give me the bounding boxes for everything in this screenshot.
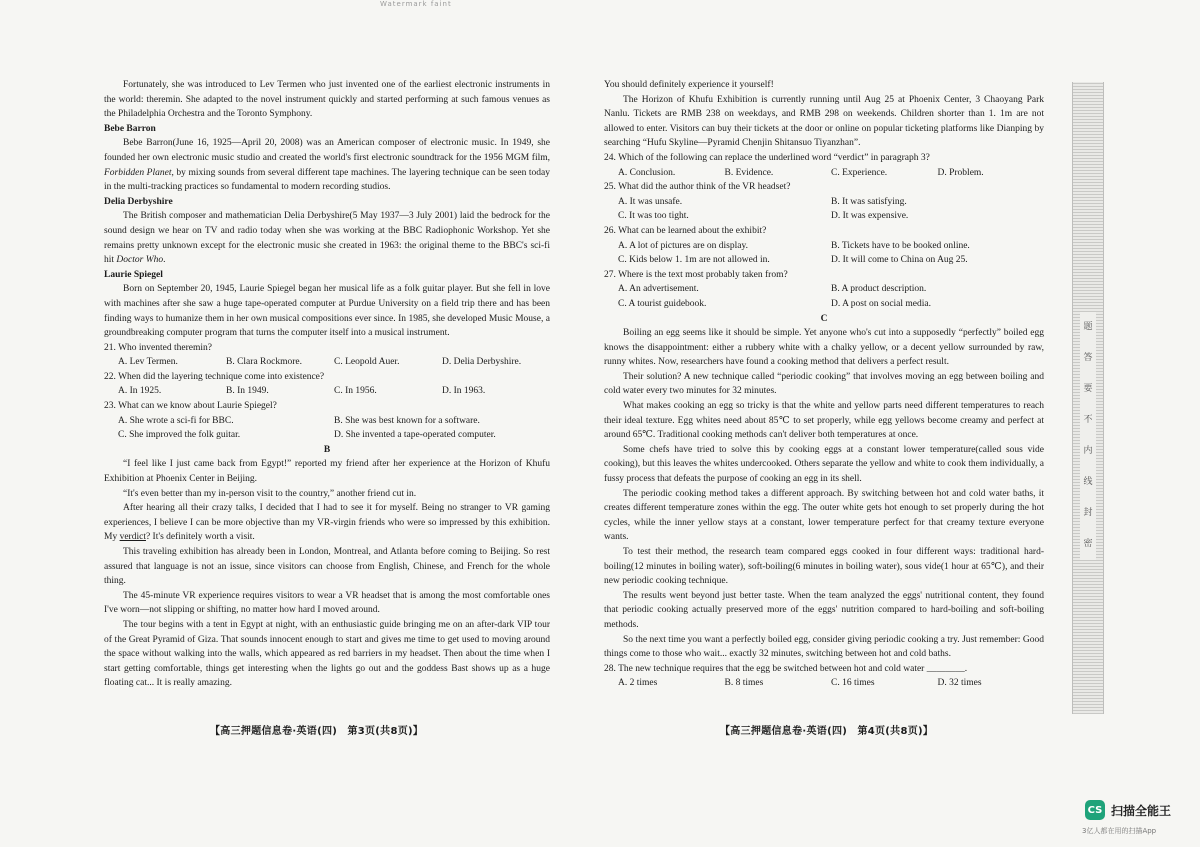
paragraph-c3: What makes cooking an egg so tricky is that the white and yellow parts need different temperatures to reach their ideal texture. Egg whites need about 85℃ to set properly, while egg yellows become creamy and perfect at around 65℃. Traditional cooking methods can't deliver both temperatures at once. bbox=[604, 401, 1044, 441]
paragraph-c4: Some chefs have tried to solve this by cooking eggs at a constant lower temperature(called sous vide cooking), but this leaves the whites undercooked. Others separate the yellow and white to cook them individually, a fussy process that defeats the purpose of cooking an egg in its shell. bbox=[604, 444, 1044, 485]
heading-bebe-barron: Bebe Barron bbox=[104, 123, 156, 134]
camscanner-watermark bbox=[1085, 800, 1171, 820]
camscanner-logo-icon: CS bbox=[1085, 800, 1105, 820]
option: B. It was satisfying. bbox=[831, 196, 907, 207]
camscanner-name: 扫描全能王 bbox=[1111, 803, 1172, 818]
question-26-options bbox=[604, 239, 1044, 268]
question-27-options bbox=[604, 282, 1044, 311]
option: A. Lev Termen. bbox=[118, 357, 178, 368]
scan-header-mark: Watermark faint bbox=[380, 0, 452, 8]
question-21-options bbox=[104, 355, 550, 370]
option: C. She improved the folk guitar. bbox=[118, 430, 241, 441]
paragraph-r2: The Horizon of Khufu Exhibition is currently running until Aug 25 at Phoenix Center, 3 Chaoyang Park Nanlu. Tickets are RMB 238 on weekdays, and RMB 298 on weekends. Children shorter than 1. 1m are not allowed to enter. Visitors can buy their tickets at the door or online on popular ticketing platforms like Dianping by searching “Hufu Skyline—Pyramid Chenjin Shitansuo Tiyanzhan”. bbox=[604, 94, 1044, 149]
option: C. 16 times bbox=[831, 678, 875, 689]
paragraph-b2: “It's even better than my in-person visit to the country,” another friend cut in. bbox=[123, 488, 417, 499]
page-3-footer: 【高三押题信息卷·英语(四) 第3页(共8页)】 bbox=[210, 726, 424, 737]
option: C. In 1956. bbox=[334, 386, 377, 397]
paragraph-termen: Fortunately, she was introduced to Lev Termen who just invented one of the earliest electronic instruments in the world: theremin. She adapted to the novel instrument quickly and started performing at such famous venues as the Philadelphia Orchestra and the Toronto Symphony. bbox=[104, 80, 550, 120]
option: C. Leopold Auer. bbox=[334, 357, 400, 368]
paragraph-derbyshire: The British composer and mathematician Delia Derbyshire(5 May 1937—3 July 2001) laid the bedrock for the sound design we hear on TV and radio today when she was working at the BBC Radiophonic Workshop. Yet she remains pretty unknown except for the electronic music she created in 1963: the original theme to the BBC's sci-fi hit Doctor Who. bbox=[104, 211, 550, 266]
paragraph-b3: After hearing all their crazy talks, I decided that I had to see it for myself. Being no stranger to VR gaming experiences, I believe I can be more objective than my VR-virgin friends who were so impressed by this exhibition. My verdict? It's definitely worth a visit. bbox=[104, 503, 550, 543]
option: A. A lot of pictures are on display. bbox=[618, 240, 748, 251]
question-22: 22. When did the layering technique come into existence? bbox=[104, 371, 325, 382]
film-title: Forbidden Planet bbox=[104, 167, 172, 178]
option: D. She invented a tape-operated computer. bbox=[334, 430, 496, 441]
page-4-column bbox=[604, 78, 1044, 691]
option: D. 32 times bbox=[937, 678, 982, 689]
option: B. She was best known for a software. bbox=[334, 415, 480, 426]
question-22-options bbox=[104, 384, 550, 399]
binding-char: 封 bbox=[1083, 508, 1093, 518]
option: D. A post on social media. bbox=[831, 298, 932, 309]
paragraph-b1: “I feel like I just came back from Egypt!” reported my friend after her experience at the Horizon of Khufu Exhibition at Phoenix Center in Beijing. bbox=[104, 459, 550, 485]
binding-char: 不 bbox=[1083, 415, 1093, 425]
show-title: Doctor Who bbox=[116, 255, 164, 266]
option: B. 8 times bbox=[724, 678, 764, 689]
option: D. It will come to China on Aug 25. bbox=[831, 255, 968, 266]
heading-laurie-spiegel: Laurie Spiegel bbox=[104, 269, 163, 280]
option: B. A product description. bbox=[831, 284, 927, 295]
option: B. In 1949. bbox=[226, 386, 269, 397]
heading-delia-derbyshire: Delia Derbyshire bbox=[104, 196, 173, 207]
paragraph-barron: Bebe Barron(June 16, 1925—April 20, 2008) was an American composer of electronic music. In 1949, she founded her own electronic music studio and created the world's first electronic soundtrack for the 1956 MGM film, Forbidden Planet, by mixing sounds from several different tape machines. The layering technique can be seen today in the multi-tracking practices so fundamental to modern recording studios. bbox=[104, 138, 550, 193]
binding-char: 密 bbox=[1083, 539, 1093, 549]
paragraph-c7: The results went beyond just better taste. When the team analyzed the eggs' nutritional content, they found that periodic cooking actually preserved more of the eggs' nutrition compared to hard-boiling and soft-boiling methods. bbox=[604, 590, 1044, 630]
underlined-word-verdict: verdict bbox=[119, 532, 146, 543]
question-23: 23. What can we know about Laurie Spiegel? bbox=[104, 401, 277, 412]
paragraph-b5: The 45-minute VR experience requires visitors to wear a VR headset that is among the most comfortable ones I've worn—not slipping or shifting, no matter how hard I moved around. bbox=[104, 590, 550, 616]
option: C. Kids below 1. 1m are not allowed in. bbox=[618, 255, 770, 266]
option: B. Tickets have to be booked online. bbox=[831, 240, 970, 251]
page-3-column bbox=[104, 78, 550, 691]
paragraph-c2: Their solution? A new technique called “periodic cooking” that involves moving an egg between boiling and cold water every two minutes for 32 minutes. bbox=[604, 371, 1044, 397]
option: B. Evidence. bbox=[724, 167, 774, 178]
binding-char: 线 bbox=[1083, 477, 1093, 487]
option: A. She wrote a sci-fi for BBC. bbox=[118, 415, 234, 426]
option: A. Conclusion. bbox=[618, 167, 676, 178]
option: A. In 1925. bbox=[118, 386, 162, 397]
paragraph-c5: The periodic cooking method takes a different approach. By switching between hot and cold water baths, it creates different temperature zones within the egg. The outer white gets hot enough to set properly during the hot cycles, while the inner yellow stays at a constant, lower temperature perfect for that creamy texture everyone wants. bbox=[604, 488, 1044, 543]
binding-warning-text bbox=[1080, 312, 1096, 560]
paragraph-b4: This traveling exhibition has already been in London, Montreal, and Atlanta before coming to Beijing. So rest assured that language is not an issue, since visitors can choose from English, Chinese, and French for the whole thing. bbox=[104, 547, 550, 587]
section-c-label: C bbox=[820, 313, 828, 324]
question-23-options bbox=[104, 414, 550, 443]
option: D. Problem. bbox=[937, 167, 984, 178]
question-24: 24. Which of the following can replace the underlined word “verdict” in paragraph 3? bbox=[604, 152, 930, 163]
question-21: 21. Who invented theremin? bbox=[104, 342, 212, 353]
paragraph-c6: To test their method, the research team compared eggs cooked in four different ways: traditional hard-boiling(12 minutes in boiling water), soft-boiling(6 minutes in boiling water), sous vide(1 hour at 65℃), and their new periodic cooking technique. bbox=[604, 547, 1044, 587]
option: C. It was too tight. bbox=[618, 211, 689, 222]
question-24-options bbox=[604, 166, 1044, 181]
section-b-label: B bbox=[323, 444, 331, 455]
binding-char: 题 bbox=[1083, 322, 1093, 332]
option: B. Clara Rockmore. bbox=[226, 357, 302, 368]
camscanner-tagline: 3亿人都在用的扫描App bbox=[1082, 827, 1157, 835]
option: D. It was expensive. bbox=[831, 211, 909, 222]
binding-char: 内 bbox=[1083, 446, 1093, 456]
paragraph-spiegel: Born on September 20, 1945, Laurie Spiegel began her musical life as a folk guitar player. But she fell in love with machines after she saw a huge tape-operated computer at Purdue University on a field trip there and has been finding ways to humanize them in her own musical compositions ever since. In 1985, she developed Music Mouse, a groundbreaking computer program that turns the computer itself into a musical instrument. bbox=[104, 284, 550, 339]
question-25: 25. What did the author think of the VR headset? bbox=[604, 182, 791, 193]
option: D. Delia Derbyshire. bbox=[442, 357, 522, 368]
option: A. An advertisement. bbox=[618, 284, 699, 295]
question-25-options bbox=[604, 195, 1044, 224]
question-28: 28. The new technique requires that the egg be switched between hot and cold water ________. bbox=[604, 663, 968, 674]
option: C. Experience. bbox=[831, 167, 888, 178]
page-4-footer: 【高三押题信息卷·英语(四) 第4页(共8页)】 bbox=[720, 726, 934, 737]
question-27: 27. Where is the text most probably taken from? bbox=[604, 269, 788, 280]
paragraph-r1: You should definitely experience it yourself! bbox=[604, 80, 774, 90]
question-26: 26. What can be learned about the exhibit? bbox=[604, 225, 767, 236]
option: A. It was unsafe. bbox=[618, 196, 683, 207]
paragraph-c8: So the next time you want a perfectly boiled egg, consider giving periodic cooking a try. Just remember: Good things come to those who wait... exactly 32 minutes, switching between hot and cold baths. bbox=[604, 634, 1044, 660]
question-28-options bbox=[604, 676, 1044, 691]
option: C. A tourist guidebook. bbox=[618, 298, 707, 309]
binding-char: 要 bbox=[1083, 384, 1093, 394]
option: A. 2 times bbox=[618, 678, 658, 689]
paragraph-b6: The tour begins with a tent in Egypt at night, with an enthusiastic guide bringing me on an after-dark VIP tour of the Great Pyramid of Giza. That sounds innocent enough to start and gives me time to get used to moving around the space without walking into the walls, which appeared as red barriers in my headset. Then about the time when I start getting comfortable, things get interesting when the lights go out and the goddess Bast shows up as a huge floating cat... It is really amazing. bbox=[104, 619, 550, 689]
paragraph-c1: Boiling an egg seems like it should be simple. Yet anyone who's cut into a supposedly “perfectly” boiled egg knows the disappointment: either a rubbery white with a chalky yellow, or a decent yellow surrounded by raw, runny whites. Now, researchers have found a cooking method that delivers a perfect result. bbox=[604, 328, 1044, 368]
option: D. In 1963. bbox=[442, 386, 486, 397]
binding-char: 答 bbox=[1083, 353, 1093, 363]
